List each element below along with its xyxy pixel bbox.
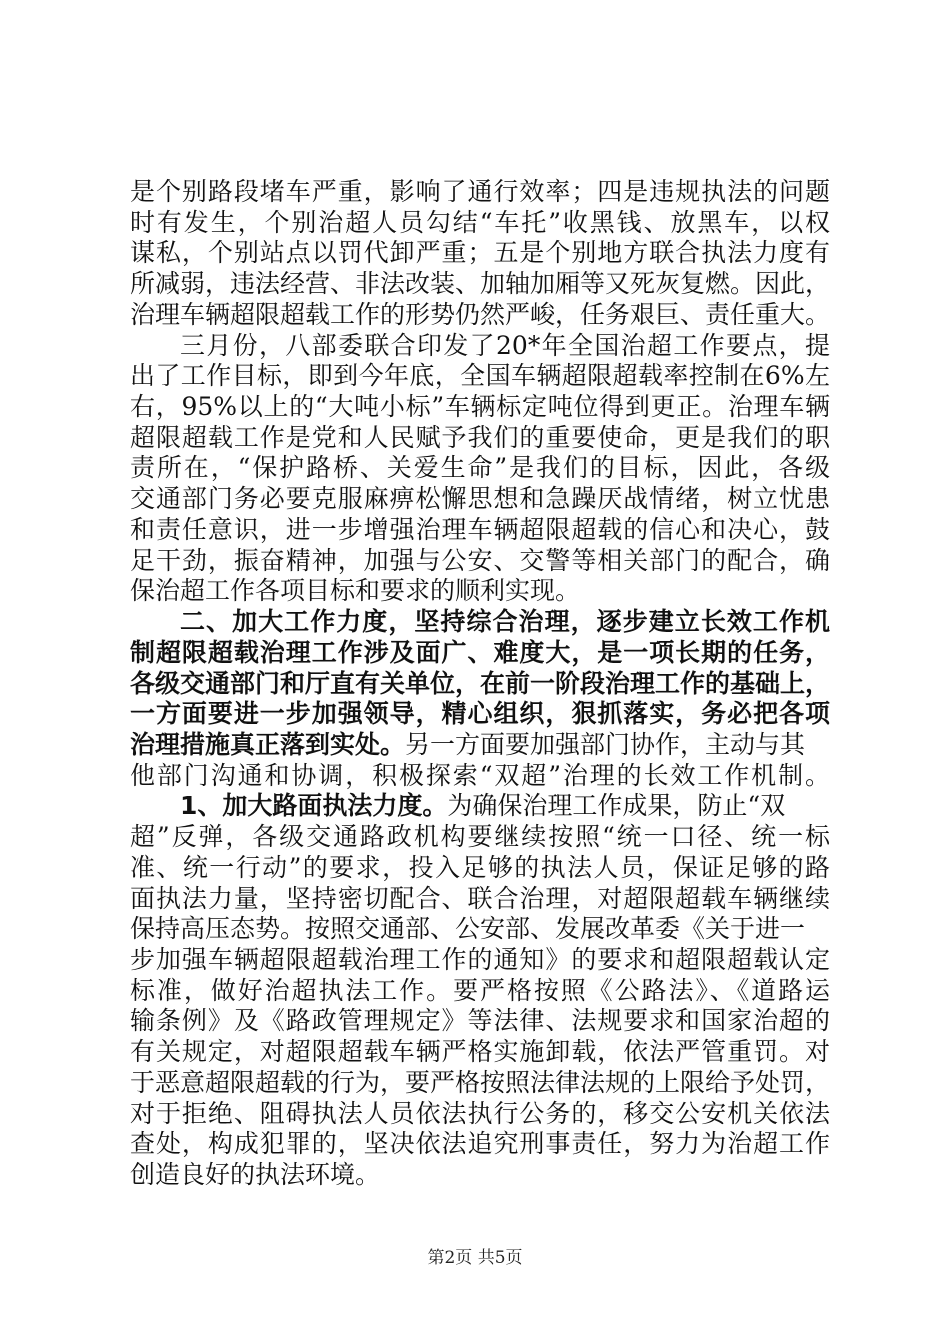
text-line: 谋私，个别站点以罚代卸严重；五是个别地方联合执法力度有 — [130, 238, 830, 267]
text-line: 足干劲，振奋精神，加强与公安、交警等相关部门的配合，确 — [130, 546, 830, 575]
text-line: 三月份，八部委联合印发了20*年全国治超工作要点，提 — [180, 331, 830, 360]
text-line: 于恶意超限超载的行为，要严格按照法律法规的上限给予处罚， — [130, 1068, 830, 1097]
text-line: 责所在，“保护路桥、关爱生命”是我们的目标，因此，各级 — [130, 453, 830, 482]
text-line: 保治超工作各项目标和要求的顺利实现。 — [130, 576, 581, 605]
text-line: 交通部门务必要克服麻痹松懈思想和急躁厌战情绪，树立忧患 — [130, 484, 830, 513]
normal-run: 为确保治理工作成果，防止“双 — [447, 791, 786, 820]
text-line: 有关规定，对超限超载车辆严格实施卸载，依法严管重罚。对 — [130, 1037, 830, 1066]
bold-run: 治理措施真正落到实处。 — [130, 730, 406, 759]
text-line: 准、统一行动”的要求，投入足够的执法人员，保证足够的路 — [130, 853, 830, 882]
text-line: 查处，构成犯罪的，坚决依法追究刑事责任，努力为治超工作 — [130, 1129, 830, 1158]
text-line: 超限超载工作是党和人民赋予我们的重要使命，更是我们的职 — [130, 423, 830, 452]
text-line: 标准，做好治超执法工作。要严格按照《公路法》、《道路运 — [130, 976, 830, 1005]
text-line: 右，95%以上的“大吨小标”车辆标定吨位得到更正。治理车辆 — [130, 392, 830, 421]
text-line: 所减弱，违法经营、非法改装、加轴加厢等又死灰复燃。因此， — [130, 269, 830, 298]
text-line: 和责任意识，进一步增强治理车辆超限超载的信心和决心，鼓 — [130, 515, 830, 544]
section-heading-line: 二、加大工作力度，坚持综合治理，逐步建立长效工作机 — [180, 607, 830, 636]
text-line: 超”反弹，各级交通路政机构要继续按照“统一口径、统一标 — [130, 822, 830, 851]
section-heading-line: 一方面要进一步加强领导，精心组织，狠抓落实，务必把各项 — [130, 699, 830, 728]
text-line-mixed — [130, 729, 830, 761]
text-line: 输条例》及《路政管理规定》等法律、法规要求和国家治超的 — [130, 1006, 830, 1035]
text-line: 他部门沟通和协调，积极探索“双超”治理的长效工作机制。 — [130, 761, 830, 790]
text-line-mixed — [180, 790, 830, 822]
text-line: 是个别路段堵车严重，影响了通行效率；四是违规执法的问题 — [130, 177, 830, 206]
text-line: 出了工作目标，即到今年底，全国车辆超限超载率控制在6%左 — [130, 361, 830, 390]
subheading-run: 1、加大路面执法力度。 — [180, 791, 448, 820]
page-number-footer: 第2页 共5页 — [427, 1248, 523, 1268]
text-line: 保持高压态势。按照交通部、公安部、发展改革委《关于进一 — [130, 914, 806, 943]
normal-run: 另一方面要加强部门协作，主动与其 — [405, 730, 806, 759]
text-line: 治理车辆超限超载工作的形势仍然严峻，任务艰巨、责任重大。 — [130, 300, 830, 329]
text-line: 面执法力量，坚持密切配合、联合治理，对超限超载车辆继续 — [130, 884, 830, 913]
section-heading-line: 各级交通部门和厅直有关单位，在前一阶段治理工作的基础上， — [130, 669, 830, 698]
text-line: 步加强车辆超限超载治理工作的通知》的要求和超限超载认定 — [130, 945, 830, 974]
text-line: 创造良好的执法环境。 — [130, 1160, 381, 1189]
text-line: 对于拒绝、阻碍执法人员依法执行公务的，移交公安机关依法 — [130, 1099, 830, 1128]
section-heading-line: 制超限超载治理工作涉及面广、难度大，是一项长期的任务， — [130, 638, 830, 667]
text-line: 时有发生，个别治超人员勾结“车托”收黑钱、放黑车，以权 — [130, 208, 830, 237]
